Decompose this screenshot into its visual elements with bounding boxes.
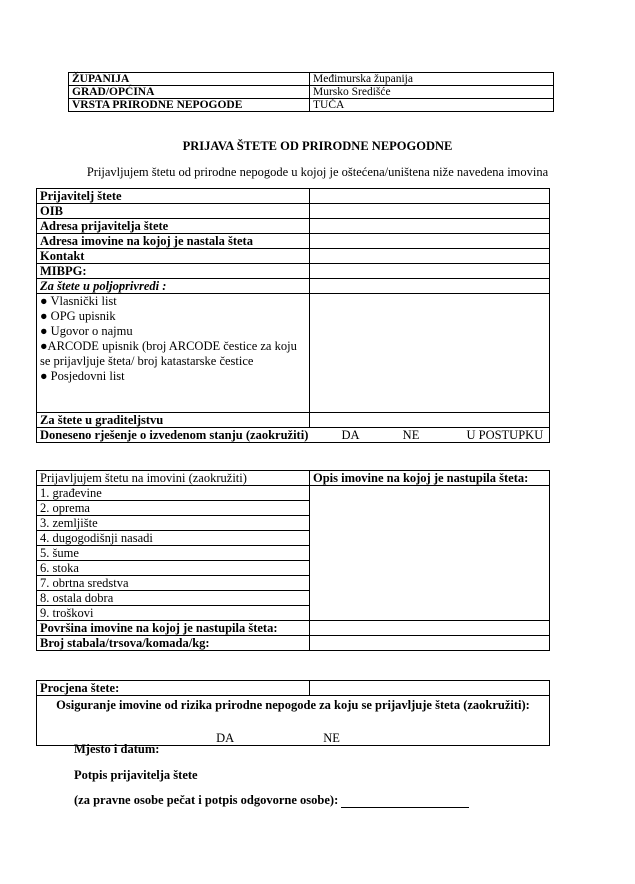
table-row: [37, 486, 550, 501]
table-row: [37, 189, 550, 204]
damage-item-livestock[interactable]: 6. stoka: [37, 561, 310, 576]
table-row: [37, 219, 550, 234]
table-row: [37, 279, 550, 294]
agri-header: Za štete u poljoprivredi :: [37, 279, 310, 294]
info-label: GRAD/OPĆINA: [69, 86, 310, 99]
applicant-address-label: Adresa prijavitelja štete: [37, 219, 310, 234]
table-row: [37, 696, 550, 746]
area-label: Površina imovine na kojoj je nastupila šteta:: [37, 621, 310, 636]
damage-header-right: Opis imovine na kojoj je nastupila šteta:: [310, 471, 550, 486]
doc-item: ● Ugovor o najmu: [40, 324, 133, 338]
damage-item-costs[interactable]: 9. troškovi: [37, 606, 310, 621]
doc-item: ● Vlasnički list: [40, 294, 117, 308]
info-label: VRSTA PRIRODNE NEPOGODE: [69, 99, 310, 112]
damage-header-left: Prijavljujem štetu na imovini (zaokružiti): [37, 471, 310, 486]
agri-header-field[interactable]: [310, 279, 550, 294]
doc-item: ●ARCODE upisnik (broj ARCODE čestice za koju se prijavljuje šteta/ broj katastarske čestice: [40, 339, 297, 368]
count-field[interactable]: [310, 636, 550, 651]
applicant-name-field[interactable]: [310, 189, 550, 204]
assessment-label: Procjena štete:: [37, 681, 310, 696]
info-value[interactable]: TUČA: [310, 99, 554, 112]
info-value[interactable]: Mursko Središće: [310, 86, 554, 99]
damage-item-perennial[interactable]: 4. dugogodišnji nasadi: [37, 531, 310, 546]
table-row: [37, 621, 550, 636]
decision-option-pending[interactable]: U POSTUPKU: [466, 428, 544, 442]
construction-field[interactable]: [310, 413, 550, 428]
applicant-address-field[interactable]: [310, 219, 550, 234]
info-label: ŽUPANIJA: [69, 73, 310, 86]
info-value[interactable]: Međimurska županija: [310, 73, 554, 86]
count-label: Broj stabala/trsova/komada/kg:: [37, 636, 310, 651]
info-row-disaster-type: [69, 99, 554, 112]
assessment-field[interactable]: [310, 681, 550, 696]
construction-label: Za štete u graditeljstvu: [37, 413, 310, 428]
damage-item-equipment[interactable]: 2. oprema: [37, 501, 310, 516]
table-row: [37, 413, 550, 428]
signature-label: Potpis prijavitelja štete: [74, 768, 198, 782]
page-title: PRIJAVA ŠTETE OD PRIRODNE NEPOGODNE: [182, 139, 453, 153]
insurance-option-yes[interactable]: DA: [216, 731, 235, 745]
oib-label: OIB: [37, 204, 310, 219]
decision-row: [37, 428, 550, 443]
damage-item-buildings[interactable]: 1. građevine: [37, 486, 310, 501]
legal-signature-label: (za pravne osobe pečat i potpis odgovorne osobe):: [74, 793, 339, 807]
mibpg-field[interactable]: [310, 264, 550, 279]
damage-table: [36, 470, 550, 651]
property-description-field[interactable]: [310, 486, 550, 621]
place-date-label: Mjesto i datum:: [74, 742, 160, 756]
property-address-label: Adresa imovine na kojoj je nastala šteta: [37, 234, 310, 249]
oib-field[interactable]: [310, 204, 550, 219]
damage-item-forests[interactable]: 5. šume: [37, 546, 310, 561]
table-row: [37, 636, 550, 651]
table-row: [37, 294, 550, 413]
doc-item: ● OPG upisnik: [40, 309, 116, 323]
insurance-option-no[interactable]: NE: [323, 731, 340, 745]
info-table: [68, 72, 554, 112]
property-address-field[interactable]: [310, 234, 550, 249]
insurance-question: Osiguranje imovine od rizika prirodne nepogode za koju se prijavljuje šteta (zaokružiti):: [56, 698, 530, 712]
info-row-city: [69, 86, 554, 99]
insurance-cell: [37, 696, 550, 746]
table-row: [37, 264, 550, 279]
table-row: [37, 471, 550, 486]
applicant-table: [36, 188, 550, 443]
applicant-name-label: Prijavitelj štete: [37, 189, 310, 204]
table-row: [37, 234, 550, 249]
table-row: [37, 681, 550, 696]
decision-option-no[interactable]: NE: [402, 428, 420, 442]
table-row: [37, 204, 550, 219]
agri-docs-field[interactable]: [310, 294, 550, 413]
decision-option-yes[interactable]: DA: [341, 428, 360, 442]
info-row-county: [69, 73, 554, 86]
damage-item-other-goods[interactable]: 8. ostala dobra: [37, 591, 310, 606]
area-field[interactable]: [310, 621, 550, 636]
contact-field[interactable]: [310, 249, 550, 264]
agri-docs-list: [37, 294, 310, 413]
decision-label: Doneseno rješenje o izvedenom stanju (zaokružiti): [40, 428, 309, 442]
page-subtitle: Prijavljujem štetu od prirodne nepogode u kojoj je oštećena/uništena niže navedena imovina: [86, 165, 549, 179]
damage-item-working-assets[interactable]: 7. obrtna sredstva: [37, 576, 310, 591]
signature-line[interactable]: [341, 795, 469, 808]
assessment-table: [36, 680, 550, 746]
legal-signature-row: [74, 793, 469, 808]
table-row: [37, 428, 550, 443]
contact-label: Kontakt: [37, 249, 310, 264]
doc-item: ● Posjedovni list: [40, 369, 125, 383]
mibpg-label: MIBPG:: [37, 264, 310, 279]
damage-item-land[interactable]: 3. zemljište: [37, 516, 310, 531]
table-row: [37, 249, 550, 264]
